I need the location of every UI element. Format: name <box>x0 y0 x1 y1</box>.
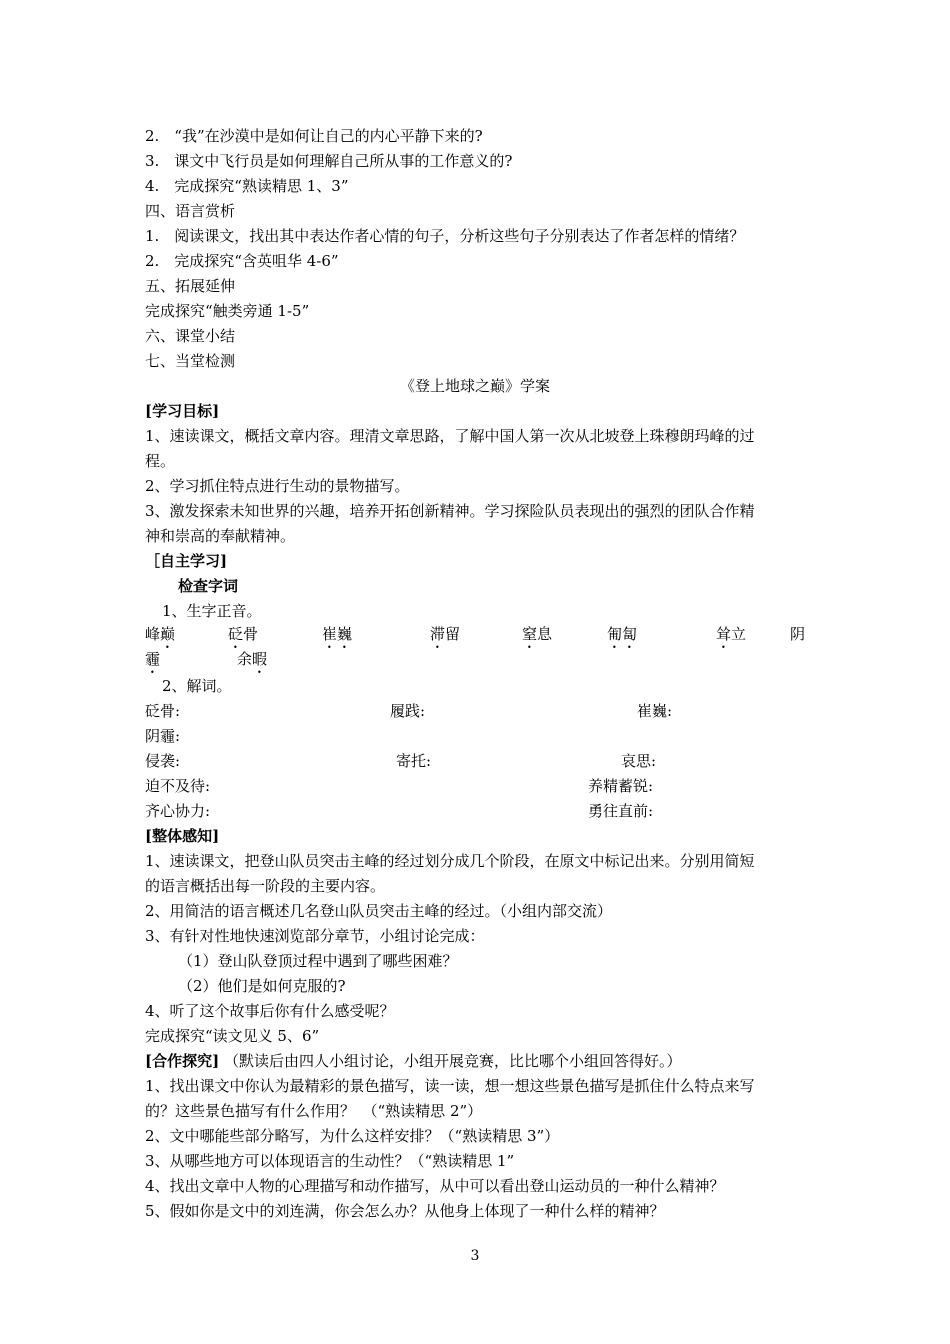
paragraph: 完成探究“读文见义 5、6” <box>145 1027 320 1045</box>
vocab-word: 砭骨 <box>228 625 259 643</box>
vocab-word: 匍匐 <box>607 625 638 643</box>
section-heading: 七、当堂检测 <box>145 352 236 370</box>
vocab-term: 养精蓄锐: <box>588 777 654 795</box>
section-heading-self-study: ［自主学习] <box>145 552 228 570</box>
paragraph: 2、用简洁的语言概述几名登山队员突击主峰的经过。（小组内部交流） <box>145 902 613 920</box>
vocab-term: 齐心协力: <box>145 802 211 820</box>
section-heading-coop: [合作探究] <box>145 1052 220 1070</box>
list-item: 1. 阅读课文，找出其中表达作者心情的句子，分析这些句子分别表达了作者怎样的情绪？ <box>145 227 745 245</box>
vocab-word: 崔巍 <box>322 625 353 643</box>
vocab-term: 哀思: <box>621 752 657 770</box>
section-heading: 六、课堂小结 <box>145 327 236 345</box>
pinyin-word-row <box>0 624 950 646</box>
vocab-word: 滞留 <box>430 625 461 643</box>
vocab-term: 崔巍: <box>637 702 673 720</box>
list-item: （1）登山队登顶过程中遇到了哪些困难？ <box>178 952 458 970</box>
paragraph: 3、从哪些地方可以体现语言的生动性？（“熟读精思 1” <box>145 1152 515 1170</box>
paragraph: 2、学习抓住特点进行生动的景物描写。 <box>145 477 410 495</box>
paragraph: 3、激发探索未知世界的兴趣，培养开拓创新精神。学习探险队员表现出的强烈的团队合作精 <box>145 502 755 520</box>
vocab-word: 霾 <box>145 650 161 668</box>
vocab-term: 迫不及待: <box>145 777 211 795</box>
paragraph: 3、有针对性地快速浏览部分章节，小组讨论完成： <box>145 927 485 945</box>
vocab-word: 阴 <box>790 625 806 643</box>
paragraph: 的语言概括出每一阶段的主要内容。 <box>145 877 386 895</box>
list-item: 2. 完成探究“含英咀华 4-6” <box>145 252 339 270</box>
list-item: 1、生字正音。 <box>162 602 262 620</box>
list-item: 2、解词。 <box>162 677 232 695</box>
vocab-term: 履践: <box>390 702 426 720</box>
vocab-term: 侵袭: <box>145 752 181 770</box>
pinyin-word-row <box>0 649 950 671</box>
vocab-word: 窒息 <box>522 625 553 643</box>
document-title: 《登上地球之巅》学案 <box>399 377 550 395</box>
list-item: （2）他们是如何克服的? <box>178 977 346 995</box>
paragraph: 1、速读课文，把登山队员突击主峰的经过划分成几个阶段，在原文中标记出来。分别用简短 <box>145 852 755 870</box>
vocab-word: 余暇 <box>237 650 268 668</box>
vocab-word: 峰巅 <box>145 625 176 643</box>
section-heading: 五、拓展延伸 <box>145 277 236 295</box>
list-item: 2. “我”在沙漠中是如何让自己的内心平静下来的? <box>145 127 483 145</box>
vocab-term: 寄托: <box>396 752 432 770</box>
paragraph: 5、假如你是文中的刘连满，你会怎么办？从他身上体现了一种什么样的精神？ <box>145 1202 665 1220</box>
paragraph: 1、找出课文中你认为最精彩的景色描写，读一读，想一想这些景色描写是抓住什么特点来写 <box>145 1077 755 1095</box>
paragraph: 程。 <box>145 452 176 470</box>
paragraph: 4、听了这个故事后你有什么感受呢？ <box>145 1002 395 1020</box>
paragraph: 神和崇高的奉献精神。 <box>145 527 296 545</box>
paragraph: 2、文中哪能些部分略写，为什么这样安排？（“熟读精思 3”） <box>145 1127 560 1145</box>
vocab-term: 勇往直前: <box>588 802 654 820</box>
coop-heading-line <box>145 1051 682 1071</box>
paragraph: 的？这些景色描写有什么作用？ （“熟读精思 2”） <box>145 1102 483 1120</box>
paragraph: 4、找出文章中人物的心理描写和动作描写，从中可以看出登山运动员的一种什么精神？ <box>145 1177 725 1195</box>
section-heading-goals: [学习目标] <box>145 402 220 420</box>
section-heading: 四、语言赏析 <box>145 202 236 220</box>
vocab-word: 耸立 <box>716 625 747 643</box>
list-item: 完成探究“触类旁通 1-5” <box>145 302 310 320</box>
list-item: 4. 完成探究“熟读精思 1、3” <box>145 177 349 195</box>
page-number: 3 <box>470 1248 480 1264</box>
coop-note: （默读后由四人小组讨论，小组开展竞赛，比比哪个小组回答得好。） <box>223 1052 682 1070</box>
section-heading-overall: [整体感知] <box>145 827 220 845</box>
vocab-term: 阴霾: <box>145 727 181 745</box>
vocab-term: 砭骨: <box>145 702 181 720</box>
subheading: 检查字词 <box>178 577 239 595</box>
list-item: 3. 课文中飞行员是如何理解自己所从事的工作意义的? <box>145 152 513 170</box>
paragraph: 1、速读课文，概括文章内容。理清文章思路，了解中国人第一次从北坡登上珠穆朗玛峰的过 <box>145 427 755 445</box>
